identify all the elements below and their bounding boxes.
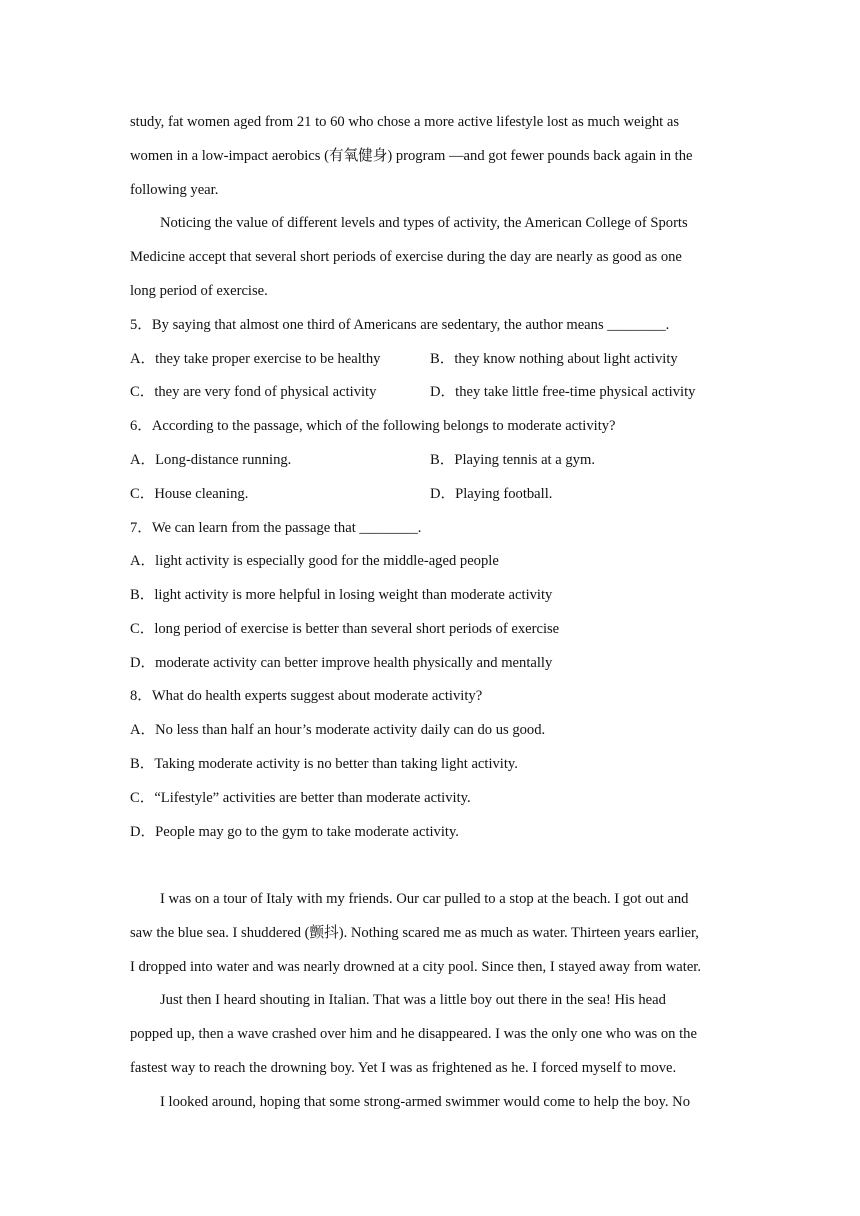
question-8-option-d: D．People may go to the gym to take moderate activity.: [130, 824, 459, 840]
passage1-para2-line3: long period of exercise.: [130, 283, 268, 299]
passage2-para2-line3: fastest way to reach the drowning boy. Yet I was as frightened as he. I forced myself to move.: [130, 1060, 677, 1076]
passage2-para1-line1: I was on a tour of Italy with my friends. Our car pulled to a stop at the beach. I got out and: [160, 891, 689, 907]
passage2-para2-line1: Just then I heard shouting in Italian. That was a little boy out there in the sea! His head: [160, 992, 666, 1008]
question-6-stem: 6．According to the passage, which of the following belongs to moderate activity?: [130, 418, 616, 434]
passage1-para2-line2: Medicine accept that several short periods of exercise during the day are nearly as good as one: [130, 249, 682, 265]
passage2-para3-line1: I looked around, hoping that some strong-armed swimmer would come to help the boy. No: [160, 1094, 690, 1110]
question-7-option-c: C．long period of exercise is better than several short periods of exercise: [130, 621, 560, 637]
question-5-option-d: D．they take little free-time physical activity: [430, 384, 696, 400]
question-6-option-d: D．Playing football.: [430, 486, 553, 502]
passage2-para2-line2: popped up, then a wave crashed over him and he disappeared. I was the only one who was on the: [130, 1026, 697, 1042]
passage2-para1-line2: saw the blue sea. I shuddered (颤抖). Nothing scared me as much as water. Thirteen years earlier,: [130, 925, 699, 941]
passage2-para1-line3: I dropped into water and was nearly drowned at a city pool. Since then, I stayed away from water.: [130, 959, 701, 975]
passage1-para1-line1: study, fat women aged from 21 to 60 who chose a more active lifestyle lost as much weight as: [130, 114, 680, 130]
passage1-para1-line2: women in a low-impact aerobics (有氧健身) program —and got fewer pounds back again in the: [130, 148, 693, 164]
question-5-option-b: B．they know nothing about light activity: [430, 351, 678, 367]
question-8-stem: 8．What do health experts suggest about moderate activity?: [130, 688, 483, 704]
question-7-option-d: D．moderate activity can better improve health physically and mentally: [130, 655, 553, 671]
question-6-option-c: C．House cleaning.: [130, 486, 249, 502]
question-8-option-c: C．“Lifestyle” activities are better than moderate activity.: [130, 790, 471, 806]
question-8-option-b: B．Taking moderate activity is no better than taking light activity.: [130, 756, 518, 772]
passage1-para2-line1: Noticing the value of different levels and types of activity, the American College of Sports: [160, 215, 688, 231]
question-5-option-a: A．they take proper exercise to be healthy: [130, 351, 381, 367]
passage1-para1-line3: following year.: [130, 182, 219, 198]
question-7-option-b: B．light activity is more helpful in losing weight than moderate activity: [130, 587, 553, 603]
question-7-stem: 7．We can learn from the passage that ________.: [130, 520, 422, 536]
question-5-option-c: C．they are very fond of physical activity: [130, 384, 377, 400]
question-6-option-a: A．Long-distance running.: [130, 452, 292, 468]
question-7-option-a: A．light activity is especially good for the middle-aged people: [130, 553, 499, 569]
question-6-option-b: B．Playing tennis at a gym.: [430, 452, 595, 468]
question-5-stem: 5．By saying that almost one third of Americans are sedentary, the author means ________.: [130, 317, 670, 333]
question-8-option-a: A．No less than half an hour’s moderate activity daily can do us good.: [130, 722, 546, 738]
